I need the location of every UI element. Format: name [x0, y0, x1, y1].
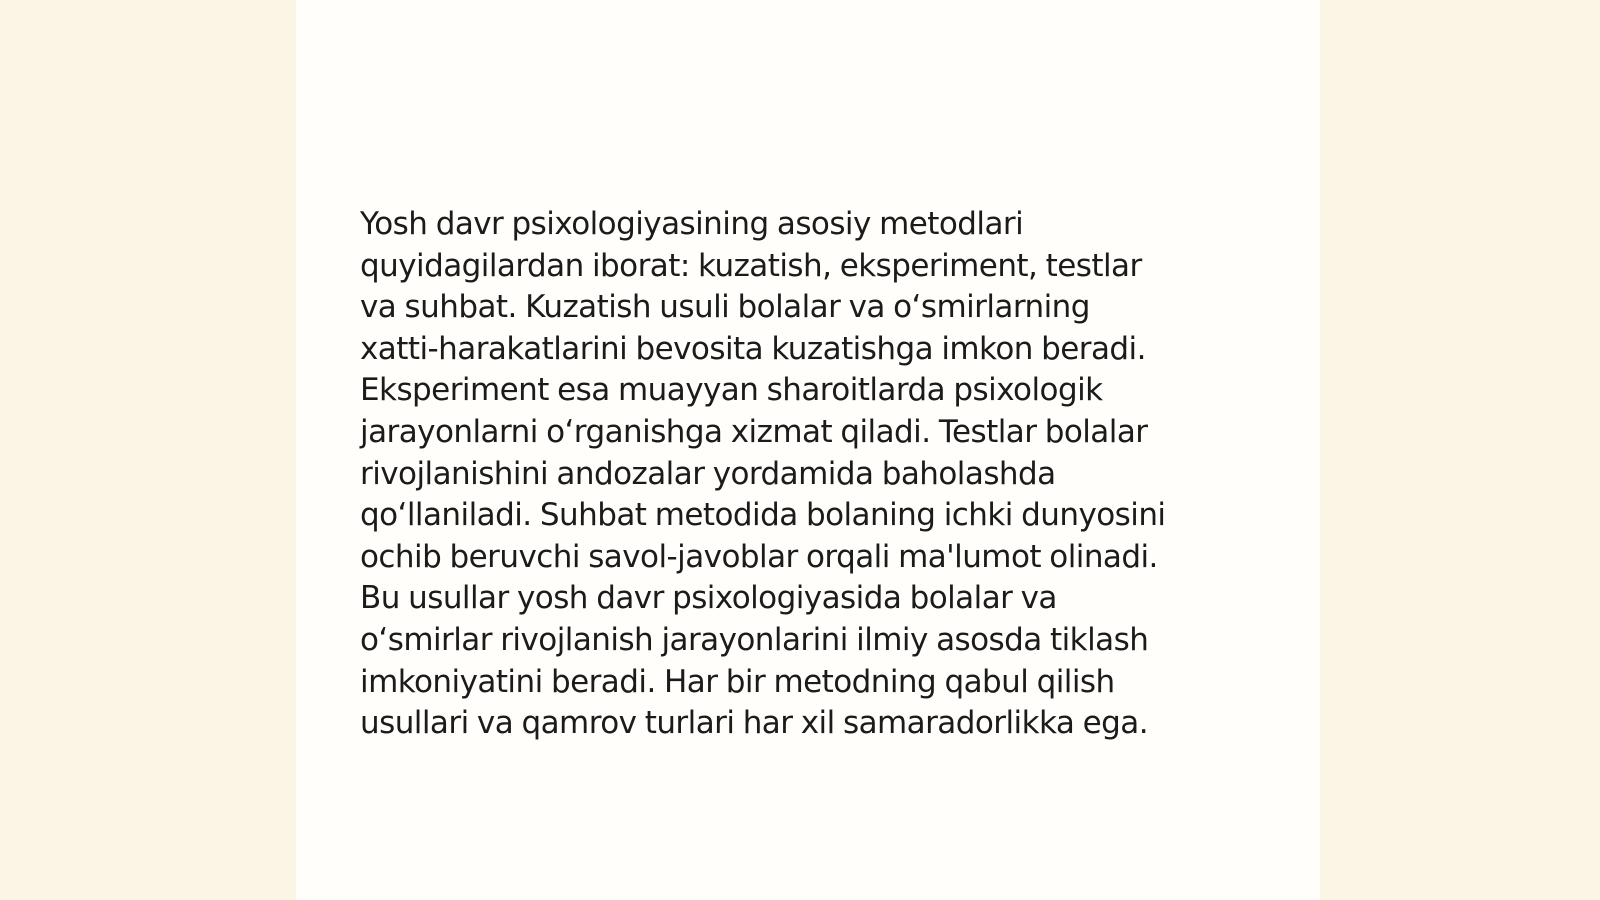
- text-line: jarayonlarni o‘rganishga xizmat qiladi. Testlar bolalar: [360, 413, 1148, 450]
- text-line: qo‘llaniladi. Suhbat metodida bolaning ichki dunyosini: [360, 497, 1166, 534]
- text-line: imkoniyatini beradi. Har bir metodning qabul qilish: [360, 663, 1115, 700]
- text-line: quyidagilardan iborat: kuzatish, eksperiment, testlar: [360, 247, 1142, 284]
- text-line: rivojlanishini andozalar yordamida baholashda: [360, 455, 1056, 492]
- text-line: ochib beruvchi savol-javoblar orqali ma'lumot olinadi.: [360, 538, 1158, 575]
- text-line: Bu usullar yosh davr psixologiyasida bolalar va: [360, 580, 1057, 617]
- document-slide: [296, 0, 1320, 900]
- text-line: Eksperiment esa muayyan sharoitlarda psixologik: [360, 372, 1103, 409]
- text-line: va suhbat. Kuzatish usuli bolalar va o‘smirlarning: [360, 289, 1090, 326]
- text-line: usullari va qamrov turlari har xil samaradorlikka ega.: [360, 705, 1149, 742]
- body-paragraph: [360, 204, 1260, 745]
- text-line: o‘smirlar rivojlanish jarayonlarini ilmiy asosda tiklash: [360, 621, 1149, 658]
- text-line: xatti-harakatlarini bevosita kuzatishga imkon beradi.: [360, 330, 1146, 367]
- text-line: Yosh davr psixologiyasining asosiy metodlari: [360, 206, 1024, 242]
